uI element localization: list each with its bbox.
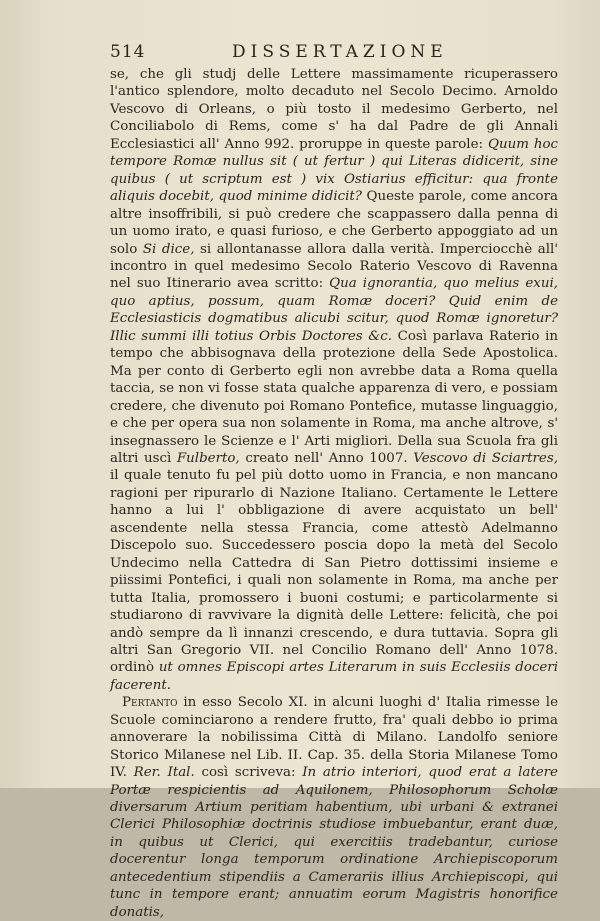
citation-italic: Rer. Ital.	[133, 765, 195, 781]
latin-quote: Quum hoc tempore Romæ nullus sit ( ut fertur ) qui Literas didicerit, sine quibus ( ut scriptum est ) vix Ostiarius efficitur: qua fronte aliquis docebit, quod minime didicit?	[110, 136, 559, 205]
paragraph-1	[110, 66, 558, 694]
name-italic: Fulberto,	[176, 450, 240, 466]
text-span: il quale tenuto fu pel più dotto uomo in Francia, e non mancano ragioni per ripurarlo di Nazione Italiano. Certamente le Lettere hanno a lui l' obbligazione di avere acquistato un bell' ascendente nella stessa Francia, come attestò Adelmanno Discepolo suo. Succedessero poscia dopo la metà del Secolo Undecimo nella Cattedra di San Pietro dottissimi insieme e piissimi Pontefici, i quali non solamente in Roma, ma anche per tutta Italia, promossero i buoni costumi; e particolarmente si studiarono di ravvivare la dignità delle Lettere: felicità, che poi andò sempre da lì innanzi crescendo, e dura tuttavia. Sopra gli altri San Gregorio VII. nel Concilio Romano dell' Anno 1078. ordinò	[110, 468, 558, 676]
running-title: DISSERTAZIONE	[232, 42, 448, 62]
text-span: si allontanasse allora dalla verità. Imperciocchè all' incontro in quel medesimo Secolo Raterio Vescovo di Ravenna nel suo Itinerario avea scritto:	[110, 241, 558, 292]
text-span: Così parlava Raterio in tempo che abbisognava della protezione della Sede Apostolica. Ma per conto di Gerberto egli non avrebbe data a Roma quella taccia, se non vi fosse stata qualche apparenza di vero, e possiam credere, che divenuto poi Romano Pontefice, mutasse linguaggio, e che per opera sua non solamente in Roma, ma anche altrove, s' insegnassero le Scienze e l' Arti migliori. Della sua Scuola fra gli altri uscì	[110, 328, 558, 466]
text-span: così scriveva:	[201, 765, 296, 781]
page-number: 514	[110, 42, 146, 62]
latin-quote: Si dice,	[142, 241, 195, 257]
paragraph-lead-word: Pertanto	[122, 695, 178, 711]
text-span: creato nell' Anno 1007.	[245, 450, 408, 466]
text-span: se, che gli studj delle Lettere massimamente ricuperassero l'antico splendore, molto decaduto nel Secolo Decimo. Arnoldo Vescovo di Orleans, o più tosto il medesimo Gerberto, nel Conciliabolo di Rems, come s' ha dal Padre de gli Annali Ecclesiastici all' Anno 992. proruppe in queste parole:	[110, 67, 558, 152]
text-span: Queste parole, come ancora altre insoffribili, si può credere che scappassero dalla penna di un uomo irato, e quasi furioso, e che Gerberto appoggiato ad un solo	[110, 189, 558, 257]
latin-quote: In atrio interiori, quod erat a latere Portæ respicientis ad Aquilonem, Philosophorum Scholæ diversarum Artium peritiam habentium, ubi urbani & extranei Clerici Philosophiæ doctrinis studiose imbuebantur, erant duæ, in quibus ut Clerici, qui exercitiis tradebantur, curiose docerentur longa temporum ordinatione Archiepiscoporum antecedentium stipendiis a Camerariis illius Archiepiscopi, qui tunc in tempore erant; annuatim eorum Magistris honorifice donatis,	[110, 765, 558, 920]
latin-quote: Qua ignorantia, quo melius exui, quo aptius, possum, quam Romæ doceri? Quid enim de Ecclesiasticis dogmatibus alicubi scitur, quod Romæ ignoretur? Illic summi illi totius Orbis Doctores &c.	[110, 276, 558, 344]
name-italic: Vescovo di Sciartres,	[413, 450, 558, 466]
latin-quote: ut omnes Episcopi artes Literarum in suis Ecclesiis doceri facerent.	[110, 660, 558, 693]
page-header	[110, 42, 530, 64]
body-text	[110, 66, 558, 921]
paragraph-2	[110, 694, 558, 921]
text-span: in esso Secolo XI. in alcuni luoghi d' Italia rimesse le Scuole cominciarono a rendere frutto, fra' quali debbo io prima annoverare la nobilissima Città di Milano. Landolfo seniore Storico Milanese nel Lib. II. Cap. 35. della Storia Milanese Tomo IV.	[110, 695, 558, 781]
